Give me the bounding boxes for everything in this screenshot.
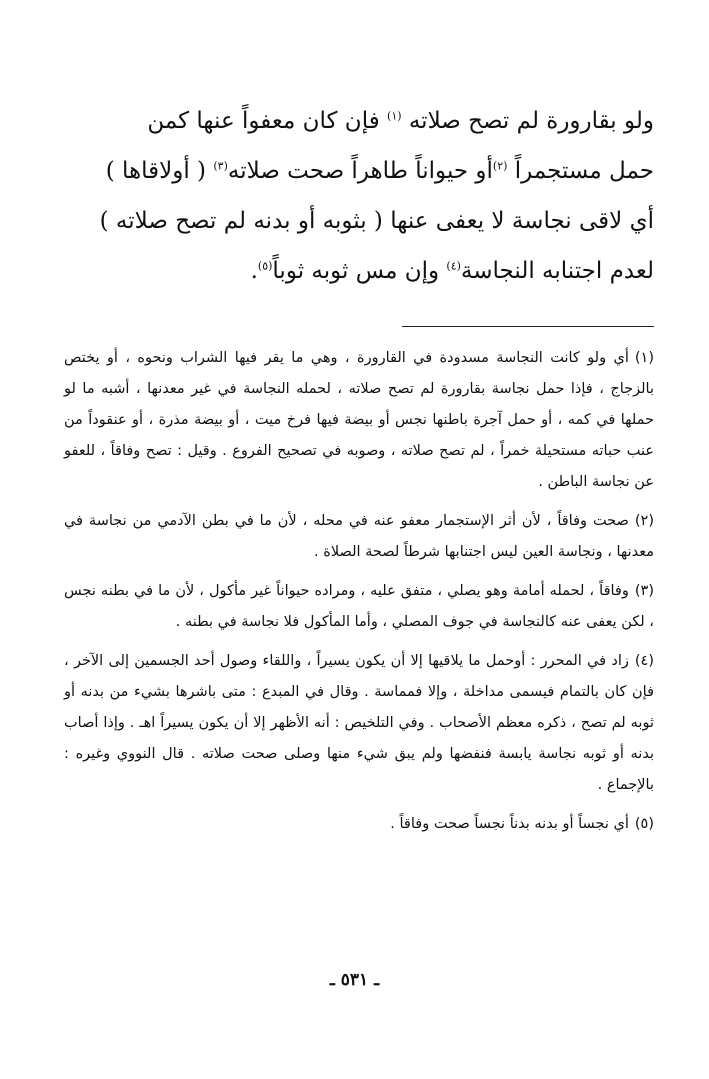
footnote-divider	[402, 326, 654, 327]
main-line-rest: فإن كان معفواً عنها كمن	[147, 108, 388, 134]
footnote-ref-2[interactable]: (٢)	[492, 159, 508, 173]
footnote-number: (٢)	[634, 513, 654, 529]
footnote-text: وفاقاً ، لحمله أمامة وهو يصلي ، متفق عليه ، ومراده حيواناً غير مأكول ، لأن ما في بطنه نجس ، لكن يعفى عنه كالنجاسة في جوف المصلي ، وأما المأكول فلا نجاسة في بطنه .	[64, 583, 654, 630]
page-content	[64, 96, 654, 848]
footnotes-section	[64, 343, 654, 840]
main-line-text: أي لاقى نجاسة لا يعفى عنها ( بثوبه أو بدنه لم تصح صلاته )	[99, 208, 654, 234]
footnote-text: أي نجساً أو بدنه بدناً نجساً صحت وفاقاً .	[390, 816, 629, 832]
main-line-rest: .	[250, 258, 258, 284]
footnote-ref-5[interactable]: (٥)	[257, 259, 273, 273]
main-line-rest: وإن مس ثوبه ثوباً	[272, 258, 447, 284]
footnote-number: (٤)	[634, 653, 654, 669]
main-line-rest: أو حيواناً طاهراً صحت صلاته	[227, 158, 493, 184]
footnote-5	[64, 809, 654, 840]
footnote-text: زاد في المحرر : أوحمل ما يلاقيها إلا أن يكون يسيراً ، واللقاء وصول أحد الجسمين إلى الآخر ، فإن كان بالتمام فيسمى مداخلة ، وإلا فمماسة . وقال في المبدع : متى باشرها بشيء من بدنه أو ثوبه لم تصح ، ذكره معظم الأصحاب . وفي التلخيص : أنه الأظهر إلا أن يكون يسيراً اهـ . وإذا أصاب بدنه أو ثوبه نجاسة يابسة فنفضها ولم يبق شيء منها وصلى صحت صلاته . قال النووي وغيره : بالإجماع .	[64, 653, 654, 793]
footnote-3	[64, 576, 654, 638]
footnote-text: أي ولو كانت النجاسة مسدودة في القارورة ، وهي ما يقر فيها الشراب ونحوه ، أو يختص بالزجاج ، فإذا حمل نجاسة بقارورة لم تصح صلاته ، لحمله النجاسة في غير معدنها ، أشبه ما لو حملها في كمه ، أو حمل آجرة باطنها نجس أو بيضة فيها فرخ ميت ، أو بيضة مذرة ، أو عنقوداً من عنب حباته مستحيلة خمراً ، لم تصح صلاته ، وصوبه في تصحيح الفروع . وقيل : تصح وفاقاً ، للعفو عن نجاسة الباطن .	[64, 350, 654, 490]
page-number: ـ ٥٣١ ـ	[329, 970, 380, 990]
footnote-number: (٥)	[634, 816, 654, 832]
footnote-number: (٣)	[634, 583, 654, 599]
footnote-text: صحت وفاقاً ، لأن أثر الإستجمار معفو عنه في محله ، لأن ما في بطن الآدمي من نجاسة في معدنها ، ونجاسة العين ليس اجتنابها شرطاً لصحة الصلاة .	[64, 513, 654, 560]
footnote-ref-3[interactable]: (٣)	[213, 159, 228, 173]
main-line-text: ولو بقارورة لم تصح صلاته	[401, 108, 654, 134]
main-line-3	[64, 196, 654, 246]
footnote-1	[64, 343, 654, 498]
main-line-2	[64, 146, 654, 196]
main-line-text: حمل مستجمراً	[507, 158, 654, 184]
main-line-4	[64, 246, 654, 296]
main-text-block	[64, 96, 654, 296]
footnote-4	[64, 646, 654, 801]
main-line-text: لعدم اجتنابه النجاسة	[460, 258, 654, 284]
footnote-ref-1[interactable]: (١)	[387, 109, 402, 123]
footnote-ref-4[interactable]: (٤)	[446, 259, 461, 273]
footnote-2	[64, 506, 654, 568]
main-line-rest: ( أولاقاها )	[105, 158, 214, 184]
main-line-1	[64, 96, 654, 146]
footnote-number: (١)	[634, 350, 654, 366]
